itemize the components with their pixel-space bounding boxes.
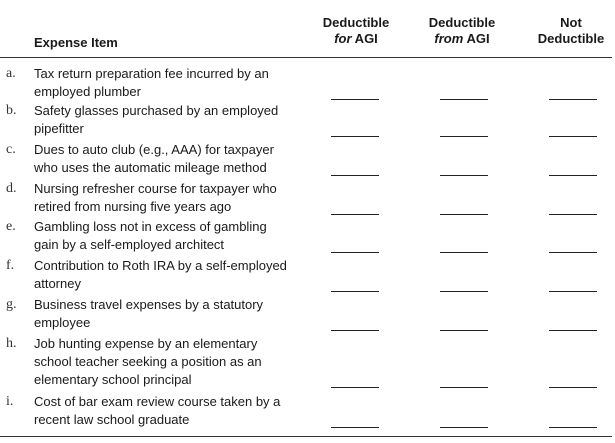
row-description — [34, 335, 314, 389]
row-letter: i. — [6, 394, 14, 409]
table-row — [0, 65, 615, 101]
blank-deductible-from-agi[interactable] — [440, 252, 488, 253]
row-description — [34, 141, 314, 177]
blank-not-deductible[interactable] — [549, 330, 597, 331]
description-line: attorney — [34, 276, 81, 291]
row-description — [34, 180, 314, 216]
blank-not-deductible[interactable] — [549, 427, 597, 428]
row-description — [34, 257, 314, 293]
blank-not-deductible[interactable] — [549, 99, 597, 100]
table-row — [0, 296, 615, 332]
description-line: Tax return preparation fee incurred by an — [34, 66, 269, 81]
blank-deductible-from-agi[interactable] — [440, 387, 488, 388]
description-line: recent law school graduate — [34, 412, 190, 427]
description-line: pipefitter — [34, 121, 84, 136]
blank-deductible-for-agi[interactable] — [331, 427, 379, 428]
description-line: Safety glasses purchased by an employed — [34, 103, 279, 118]
description-line: Job hunting expense by an elementary — [34, 336, 258, 351]
blank-deductible-for-agi[interactable] — [331, 214, 379, 215]
row-letter: c. — [6, 142, 16, 157]
row-letter: a. — [6, 66, 16, 81]
table-row — [0, 141, 615, 177]
row-letter: d. — [6, 181, 17, 196]
blank-not-deductible[interactable] — [549, 252, 597, 253]
header-for-word: for — [334, 31, 352, 46]
header-deductible-for-agi-line2 — [312, 31, 400, 47]
row-description — [34, 102, 314, 138]
row-description — [34, 393, 314, 429]
header-rule — [0, 57, 612, 58]
description-line: Contribution to Roth IRA by a self-employed — [34, 258, 287, 273]
blank-deductible-for-agi[interactable] — [331, 99, 379, 100]
row-letter: h. — [6, 336, 17, 351]
header-deductible-from-agi-line2 — [418, 31, 506, 47]
blank-deductible-for-agi[interactable] — [331, 291, 379, 292]
description-line: employed plumber — [34, 84, 141, 99]
blank-not-deductible[interactable] — [549, 291, 597, 292]
blank-deductible-from-agi[interactable] — [440, 291, 488, 292]
row-letter: g. — [6, 297, 17, 312]
row-letter: e. — [6, 219, 16, 234]
header-deductible-from-agi — [418, 15, 506, 47]
header-not-deductible — [527, 15, 615, 47]
header-not-deductible-line1: Not — [560, 15, 582, 30]
blank-deductible-from-agi[interactable] — [440, 99, 488, 100]
blank-not-deductible[interactable] — [549, 136, 597, 137]
blank-deductible-for-agi[interactable] — [331, 387, 379, 388]
table-row — [0, 393, 615, 429]
row-description — [34, 65, 314, 101]
description-line: school teacher seeking a position as an — [34, 354, 262, 369]
description-line: gain by a self-employed architect — [34, 237, 225, 252]
description-line: elementary school principal — [34, 372, 192, 387]
row-letter: b. — [6, 103, 17, 118]
header-not-deductible-line2: Deductible — [537, 31, 605, 46]
blank-deductible-from-agi[interactable] — [440, 427, 488, 428]
blank-deductible-for-agi[interactable] — [331, 175, 379, 176]
row-letter: f. — [6, 258, 15, 273]
description-line: retired from nursing five years ago — [34, 199, 232, 214]
header-expense-item: Expense Item — [34, 35, 118, 50]
description-line: Nursing refresher course for taxpayer who — [34, 181, 277, 196]
header-deductible-for-agi — [312, 15, 400, 47]
blank-deductible-from-agi[interactable] — [440, 175, 488, 176]
blank-deductible-for-agi[interactable] — [331, 252, 379, 253]
blank-not-deductible[interactable] — [549, 214, 597, 215]
table-row — [0, 102, 615, 138]
table-row — [0, 335, 615, 389]
description-line: Gambling loss not in excess of gambling — [34, 219, 267, 234]
table-row — [0, 257, 615, 293]
blank-deductible-from-agi[interactable] — [440, 136, 488, 137]
description-line: employee — [34, 315, 91, 330]
blank-not-deductible[interactable] — [549, 387, 597, 388]
blank-deductible-from-agi[interactable] — [440, 330, 488, 331]
header-deductible-from-agi-line1: Deductible — [428, 15, 496, 30]
bottom-rule — [0, 436, 612, 437]
header-agi-word: AGI — [351, 31, 378, 46]
blank-not-deductible[interactable] — [549, 175, 597, 176]
table-row — [0, 180, 615, 216]
blank-deductible-for-agi[interactable] — [331, 136, 379, 137]
description-line: Cost of bar exam review course taken by a — [34, 394, 281, 409]
description-line: Dues to auto club (e.g., AAA) for taxpayer — [34, 142, 274, 157]
table-row — [0, 218, 615, 254]
description-line: who uses the automatic mileage method — [34, 160, 267, 175]
row-description — [34, 218, 314, 254]
row-description — [34, 296, 314, 332]
blank-deductible-from-agi[interactable] — [440, 214, 488, 215]
blank-deductible-for-agi[interactable] — [331, 330, 379, 331]
header-from-word: from — [434, 31, 464, 46]
header-deductible-for-agi-line1: Deductible — [322, 15, 390, 30]
header-agi-word: AGI — [463, 31, 490, 46]
description-line: Business travel expenses by a statutory — [34, 297, 264, 312]
